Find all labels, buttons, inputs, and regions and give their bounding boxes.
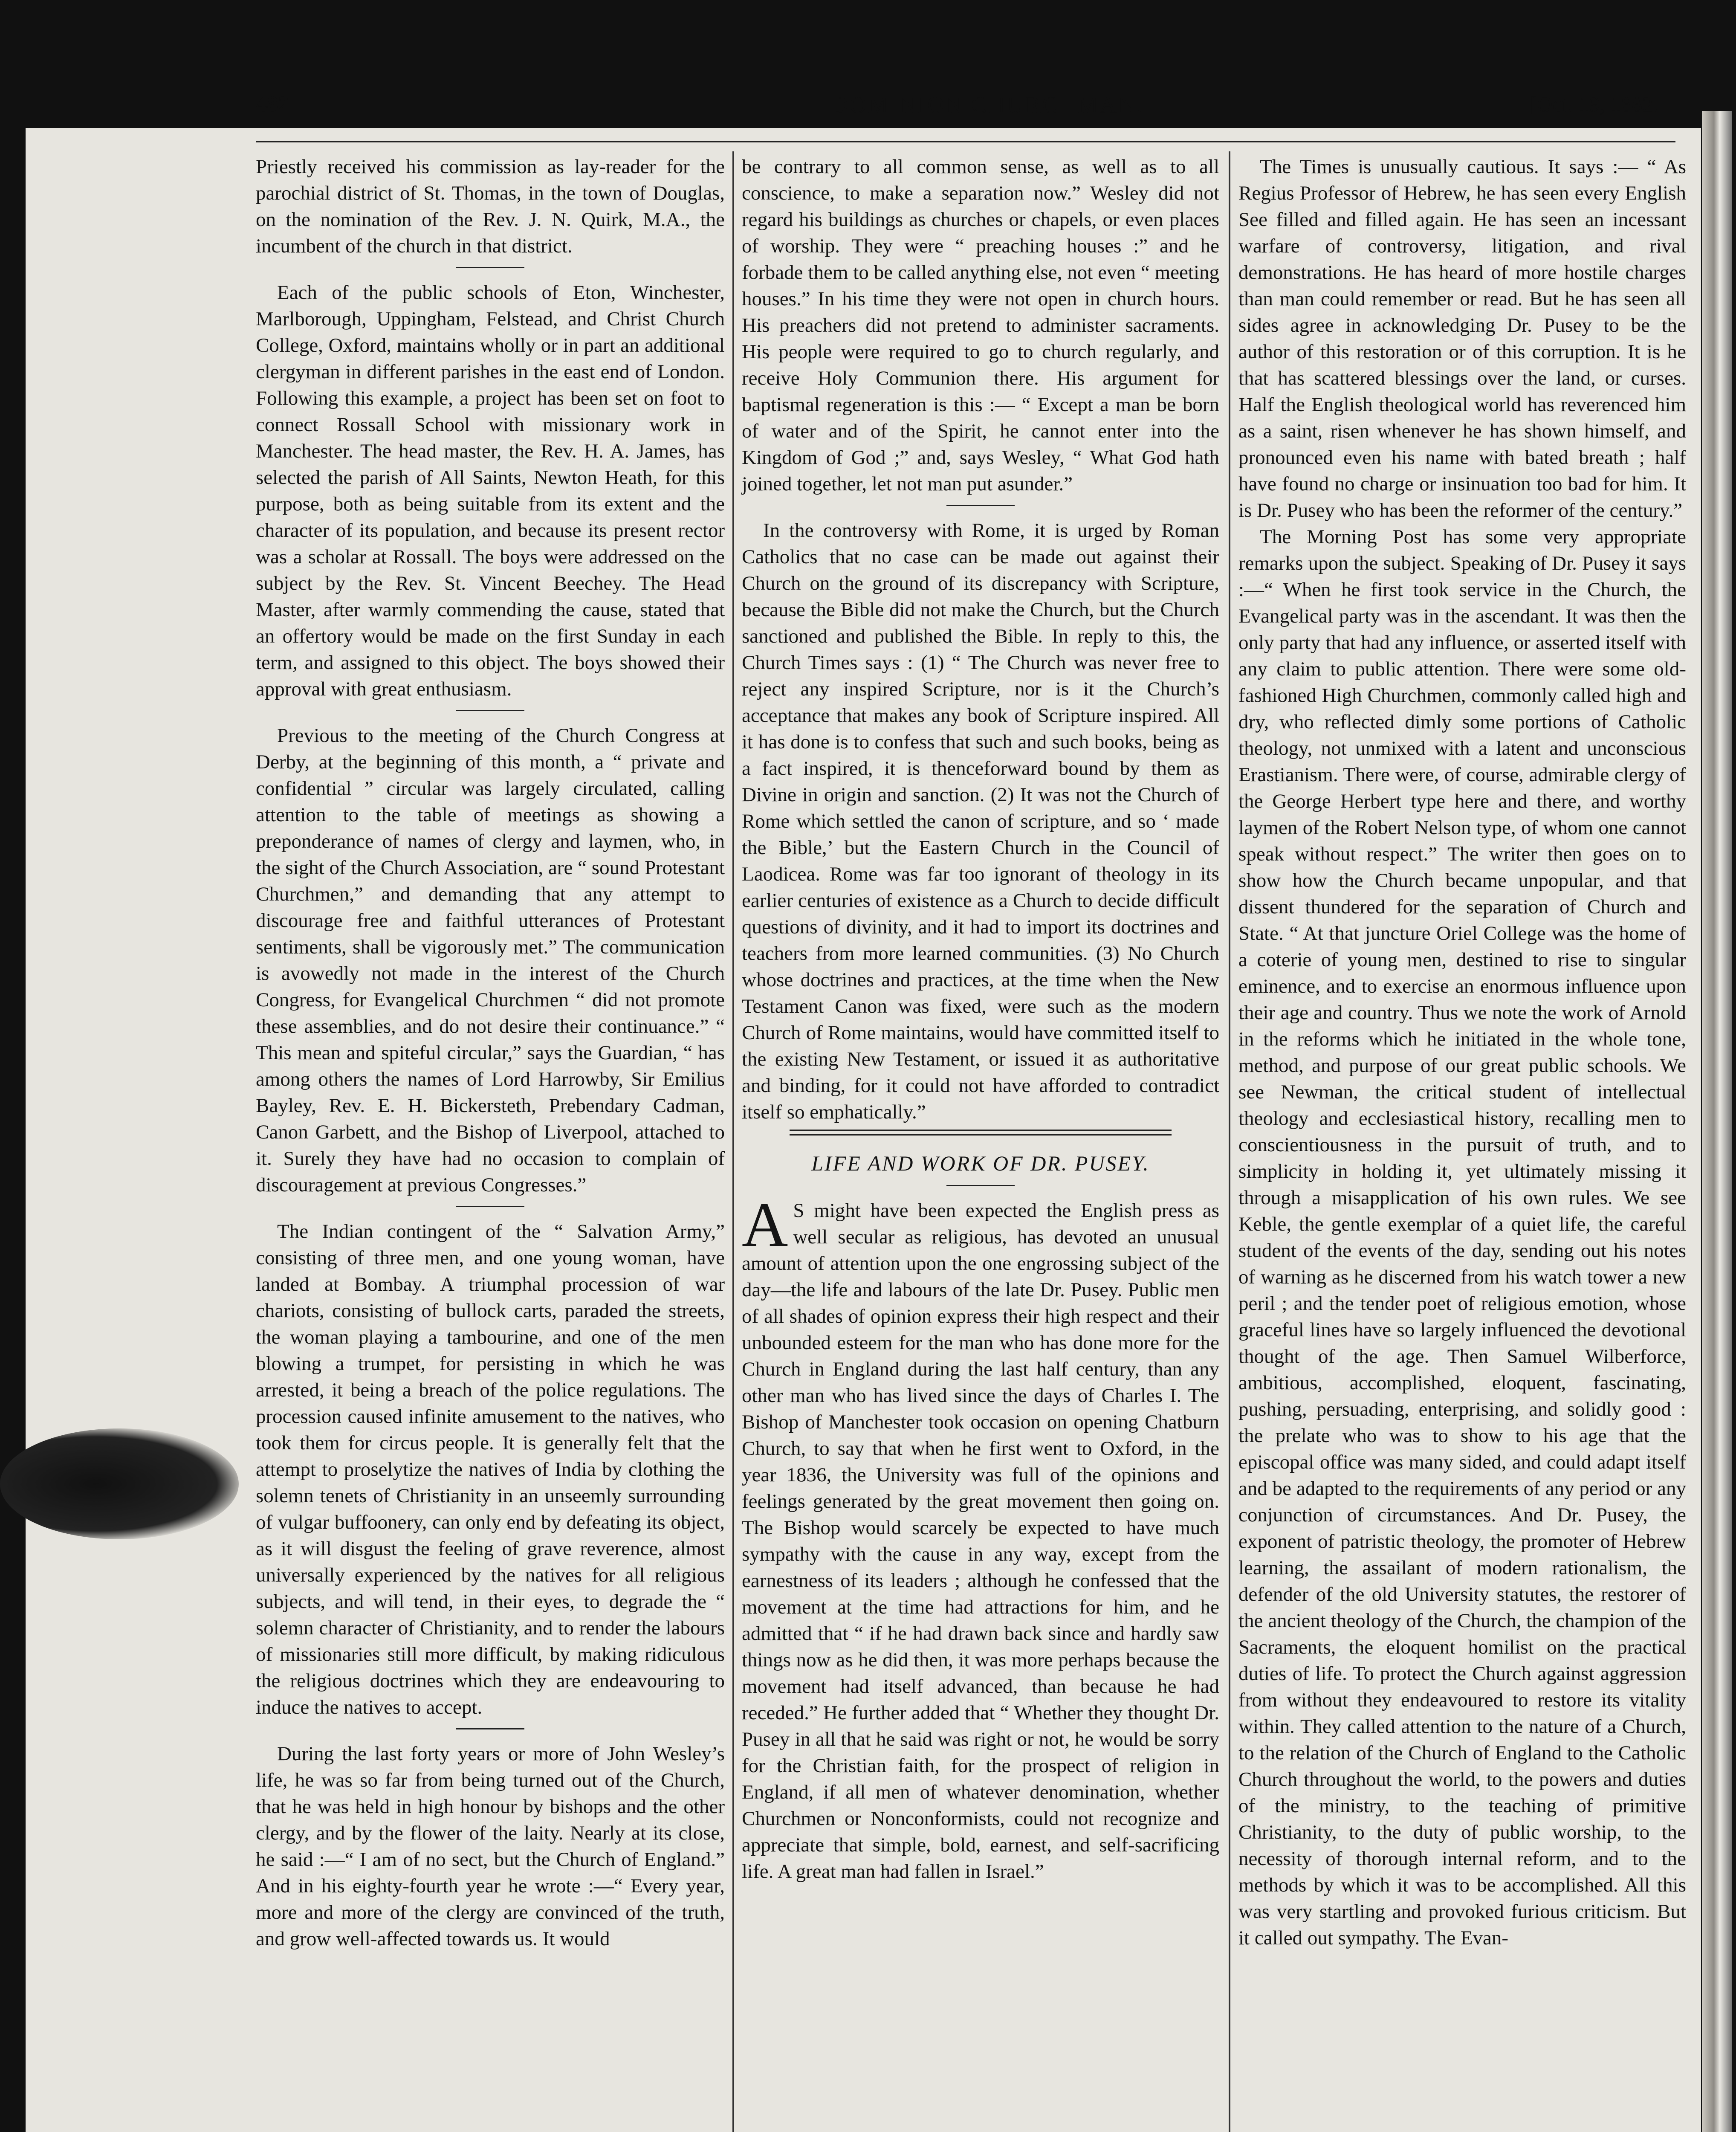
thumb-shadow	[0, 1428, 239, 1539]
page-edge-binding	[1702, 111, 1732, 2132]
article-paragraph: Priestly received his commission as lay-reader for the parochial district of St. Thomas, in the town of Douglas, on the nomination of the Rev. J. N. Quirk, M.A., the incumbent of the church in that district.	[256, 156, 725, 257]
article-paragraph: The Times is unusually cautious. It says :— “ As Regius Professor of Hebrew, he has seen every English See filled and filled again. He has seen an incessant warfare of controversy, litigation, and rival demonstrations. He has heard of more hostile charges than man could remember or read. But he has seen all sides agree in acknowledging Dr. Pusey to be the author of this restoration or of this corruption. It is he that has scattered blessings over the land, or curses. Half the English theological world has reverenced him as a saint, risen whenever he has shown himself, and pronounced even his name with bated breath ; half have found no charge or insinuation too bad for him. It is Dr. Pusey who has been the reformer of the century.”	[1238, 156, 1686, 521]
section-separator	[456, 267, 524, 268]
page-header	[256, 92, 1675, 130]
article-paragraph: Previous to the meeting of the Church Congress at Derby, at the beginning of this month, a “ private and confidential ” circular was largely circulated, calling attention to the table of meetings as showing a preponderance of names of clergy and laymen, who, in the sight of the Church Association, are “ sound Protestant Churchmen,” and demanding that any attempt to discourage free and faithful utterances of Protestant sentiments, shall be vigorously met.” The communication is avowedly not made in the interest of the Church Congress, for Evangelical Churchmen “ did not promote these assemblies, and do not desire their continuance.” “ This mean and spiteful circular,” says the Guardian, “ has among others the names of Lord Harrowby, Sir Emilius Bayley, Rev. E. H. Bickersteth, Prebendary Cadman, Canon Garbett, and the Bishop of Liverpool, attached to it. Surely they have had no occasion to complain of discouragement at previous Congresses.”	[256, 724, 725, 1196]
article-text: S might have been expected the English press as well secular as religious, has devoted an unusual amount of attention upon the one engrossing subject of the day—the life and labours of the late Dr. Pusey. Public men of all shades of opinion express their high respect and their unbounded esteem for the man who has done more for the Church in England during the last half century, than any other man who has lived since the days of Charles I. The Bishop of Manchester took occasion on opening Chatburn Church, to say that when he first went to Oxford, in the year 1836, the University was full of the opinions and feelings generated by the great movement then going on. The Bishop would scarcely be expected to have much sympathy with the cause in any way, except from the earnestness of its leaders ; although he confessed that the movement at the time had attractions for him, and he admitted that “ if he had drawn back since and hardly saw things now as he did then, it was more perhaps because the movement had itself advanced, than because he had receded.” He further added that “ Whether they thought Dr. Pusey in all that he said was right or not, he would be sorry for the Christian faith, for the prospect of religion in England, if all men of whatever denomination, whether Churchmen or Nonconformists, could not recognize and appreciate that simple, bold, earnest, and self-sacrificing life. A great man had fallen in Israel.”	[742, 1199, 1219, 1883]
article-double-rule	[790, 1130, 1172, 1136]
masthead-title: DOMINION CHURCHMAN.	[831, 92, 1144, 118]
section-separator	[946, 1185, 1015, 1186]
article-paragraph: The Indian contingent of the “ Salvation Army,” consisting of three men, and one young woman, have landed at Bombay. A triumphal procession of war chariots, consisting of bullock carts, paraded the streets, the woman playing a tambourine, and one of the men blowing a trumpet, for persisting in which he was arrested, it being a breach of the police regulations. The procession caused infinite amusement to the natives, who took them for circus people. It is generally felt that the attempt to proselytize the natives of India by clothing the solemn tenets of Christianity in an unseemly surrounding of vulgar buffoonery, can only end by defeating its object, as it will disgust the feeling of grave reverence, almost universally experienced by the natives for all religious subjects, and will tend, in their eyes, to degrade the “ solemn character of Christianity, and to render the labours of missionaries still more difficult, by making ridiculous the religious doctrines which they are endeavouring to induce the natives to accept.	[256, 1220, 725, 1718]
column-divider-2	[1229, 151, 1230, 2132]
column-1	[256, 154, 725, 1952]
issue-date: [Oct. 19, 1882.	[1530, 92, 1658, 116]
drop-cap: A	[742, 1189, 788, 1260]
page-number: 482	[256, 92, 289, 116]
section-separator	[946, 505, 1015, 506]
section-separator	[456, 1206, 524, 1207]
column-2	[742, 154, 1219, 1885]
article-paragraph	[742, 1189, 1219, 1885]
section-separator	[456, 710, 524, 711]
article-paragraph: be contrary to all common sense, as well as to all conscience, to make a separation now.” Wesley did not regard his buildings as churches or chapels, or even places of worship. They were “ preaching houses :” and he forbade them to be called anything else, not even “ meeting houses.” In his time they were not open in church hours. His preachers did not pretend to administer sacraments. His people were required to go to church regularly, and receive Holy Communion there. His argument for baptismal regeneration is this :— “ Except a man be born of water and of the Spirit, he cannot enter into the Kingdom of God ;” and, says Wesley, “ What God hath joined together, let not man put asunder.”	[742, 156, 1219, 495]
section-separator	[456, 1728, 524, 1729]
article-paragraph: Each of the public schools of Eton, Winchester, Marlborough, Uppingham, Felstead, and Christ Church College, Oxford, maintains wholly or in part an additional clergyman in different parishes in the east end of London. Following this example, a project has been set on foot to connect Rossall School with missionary work in Manchester. The head master, the Rev. H. A. James, has selected the parish of All Saints, Newton Heath, for this purpose, both as being suitable from its extent and the character of its population, and because its present rector was a scholar at Rossall. The boys were addressed on the subject by the Rev. St. Vincent Beechey. The Head Master, after warmly commending the cause, stated that an offertory would be made on the first Sunday in each term, and assigned to this object. The boys showed their approval with great enthusiasm.	[256, 281, 725, 700]
article-paragraph: During the last forty years or more of John Wesley’s life, he was so far from being turned out of the Church, that he was held in high honour by bishops and the other clergy, and by the flower of the laity. Nearly at its close, he said :—“ I am of no sect, but the Church of England.” And in his eighty-fourth year he wrote :—“ Every year, more and more of the clergy are convinced of the truth, and grow well-affected towards us. It would	[256, 1743, 725, 1950]
article-paragraph: The Morning Post has some very appropriate remarks upon the subject. Speaking of Dr. Pusey it says :—“ When he first took service in the Church, the Evangelical party was in the ascendant. It was then the only party that had any influence, or asserted itself with any claim to public attention. There were some old-fashioned High Churchmen, commonly called high and dry, who reflected dimly some portions of Catholic theology, not unmixed with a latent and unconscious Erastianism. There were, of course, admirable clergy of the George Herbert type here and there, and worthy laymen of the Robert Nelson type, of whom one cannot speak without respect.” The writer then goes on to show how the Church became unpopular, and that dissent thundered for the separation of Church and State. “ At that juncture Oriel College was the home of a coterie of young men, destined to rise to singular eminence, and to exercise an enormous influence upon their age and country. Thus we note the work of Arnold in the reforms which he initiated in the whole tone, method, and purpose of our great public schools. We see Newman, the critical student of intellectual theology and ecclesiastical history, recalling men to conscientiousness in the pursuit of truth, and to simplicity in holding it, yet ultimately missing it through a misapplication of his own rules. We see Keble, the gentle exemplar of a quiet life, the careful student of the events of the day, sending out his notes of warning as he discerned from his watch tower a new peril ; and the tender poet of religious emotion, whose graceful lines have so largely influenced the devotional thought of the age. Then Samuel Wilberforce, ambitious, accomplished, eloquent, fascinating, pushing, persuading, enterprising, and solidly good : the prelate who was to show to his age that the episcopal office was many sided, and could adapt itself and be adapted to the requirements of any period or any conjunction of circumstances. And Dr. Pusey, the exponent of patristic theology, the promoter of Hebrew learning, the assailant of modern rationalism, the defender of the old University statutes, the restorer of the ancient theology of the Church, the champion of the Sacraments, the eloquent homilist on the practical duties of life. To protect the Church against aggression from without they endeavoured to restore its vitality within. They called attention to the nature of a Church, to the relation of the Church of England to the Catholic Church throughout the world, to the powers and duties of the ministry, to the teaching of primitive Christianity, to the duty of public worship, to the necessity of thorough internal reform, and to the methods by which it was to be accomplished. All this was very startling and provoked furious criticism. But it called out sympathy. The Evan-	[1238, 526, 1686, 1949]
article-paragraph: In the controversy with Rome, it is urged by Roman Catholics that no case can be made out against their Church on the ground of its discrepancy with Scripture, because the Bible did not make the Church, but the Church sanctioned and published the Bible. In reply to this, the Church Times says : (1) “ The Church was never free to reject any inspired Scripture, nor is it the Church’s acceptance that makes any book of Scripture inspired. All it has done is to confess that such and such books, being as a fact inspired, it is thenceforward bound by them as Divine in origin and sanction. (2) It was not the Church of Rome which settled the canon of scripture, and so ‘ made the Bible,’ but the Eastern Church in the Council of Laodicea. Rome was far too ignorant of theology in its earlier centuries of existence as a Church to decide difficult questions of divinity, and it had to import its doctrines and teachers from more learned communities. (3) No Church whose doctrines and practices, at the time when the New Testament Canon was fixed, were such as the modern Church of Rome maintains, would have committed itself to the existing New Testament, or issued it as authoritative and binding, for it could not have afforded to contradict itself so emphatically.”	[742, 519, 1219, 1123]
column-divider-1	[732, 151, 734, 2132]
column-3	[1238, 154, 1686, 1951]
header-rule	[256, 141, 1675, 142]
article-headline: LIFE AND WORK OF DR. PUSEY.	[811, 1151, 1150, 1175]
